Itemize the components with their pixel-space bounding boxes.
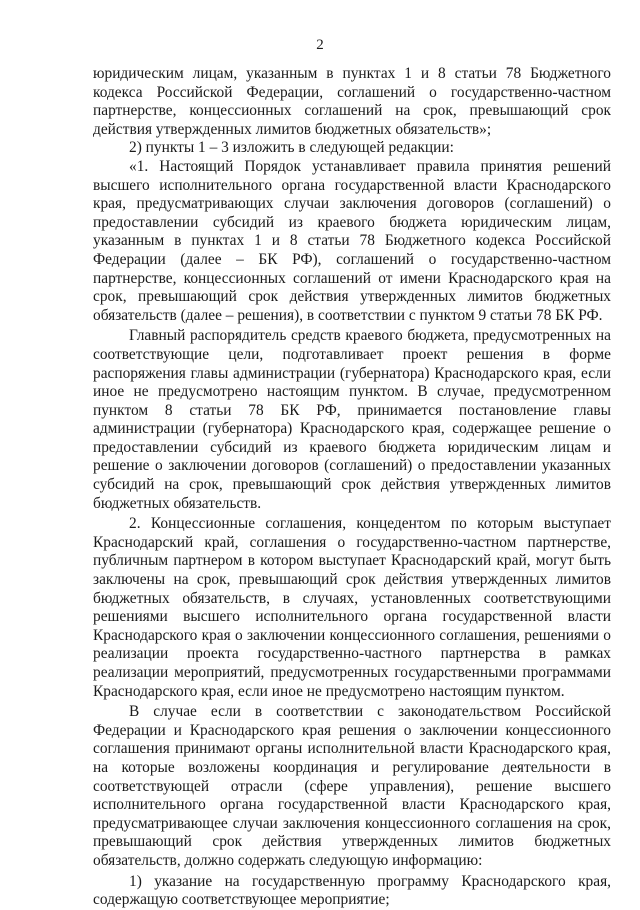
document-body bbox=[93, 65, 611, 910]
paragraph-point-2: 2. Концессионные соглашения, концедентом по которым выступает Краснодарский край, соглашения о государственно-частном партнерстве, публичным партнером в котором выступает Краснодарский край, могут быть заключены на срок, превышающий срок действия утвержденных лимитов бюджетных обязательств, в случаях, установленных соответствующими решениями высшего исполнительного органа государственной власти Краснодарского края о заключении концессионного соглашения, решениями о реализации проекта государственно-частного партнерства в рамках реализации мероприятий, предусмотренных государственными программами Краснодарского края, если иное не предусмотрено настоящим пунктом. bbox=[93, 515, 611, 700]
paragraph-subpoint-1: 1) указание на государственную программу Краснодарского края, содержащую соответствующее мероприятие; bbox=[93, 872, 611, 909]
page-number: 2 bbox=[316, 37, 324, 53]
paragraph-point-1: «1. Настоящий Порядок устанавливает правила принятия решений высшего исполнительного органа государственной власти Краснодарского края, предусматривающих случаи заключения договоров (соглашений) о предоставлении субсидий из краевого бюджета юридическим лицам, указанным в пунктах 1 и 8 статьи 78 Бюджетного кодекса Российской Федерации (далее – БК РФ), соглашений о государственно-частном партнерстве, концессионных соглашений от имени Краснодарского края на срок, превышающий срок действия утвержденных лимитов бюджетных обязательств (далее – решения), в соответствии с пунктом 9 статьи 78 БК РФ. bbox=[93, 157, 611, 324]
paragraph-main-manager: Главный распорядитель средств краевого бюджета, предусмотренных на соответствующие цели, подготавливает проект решения в форме распоряжения главы администрации (губернатора) Краснодарского края, если иное не предусмотрено настоящим пунктом. В случае, предусмотренном пунктом 8 статьи 78 БК РФ, принимается постановление главы администрации (губернатора) Краснодарского края, содержащее решение о предоставлении субсидий из краевого бюджета юридическим лицам и решение о заключении договоров (соглашений) о предоставлении указанных субсидий на срок, превышающий срок действия утвержденных лимитов бюджетных обязательств. bbox=[93, 327, 611, 512]
paragraph-concession-case: В случае если в соответствии с законодательством Российской Федерации и Краснодарского края решения о заключении концессионного соглашения принимают органы исполнительной власти Краснодарского края, на которые возложены координация и регулирование деятельности в соответствующей отрасли (сфере управления), решение высшего исполнительного органа государственной власти Краснодарского края, предусматривающее случаи заключения концессионного соглашения на срок, превышающий срок действия утвержденных лимитов бюджетных обязательств, должно содержать следующую информацию: bbox=[93, 703, 611, 869]
paragraph-amendment-intro: 2) пункты 1 – 3 изложить в следующей редакции: bbox=[129, 139, 454, 157]
paragraph-continuation: юридическим лицам, указанным в пунктах 1 и 8 статьи 78 Бюджетного кодекса Российской Федерации, соглашений о государственно-частном партнерстве, концессионных соглашений на срок, превышающий срок действия утвержденных лимитов бюджетных обязательств»; bbox=[93, 65, 611, 138]
